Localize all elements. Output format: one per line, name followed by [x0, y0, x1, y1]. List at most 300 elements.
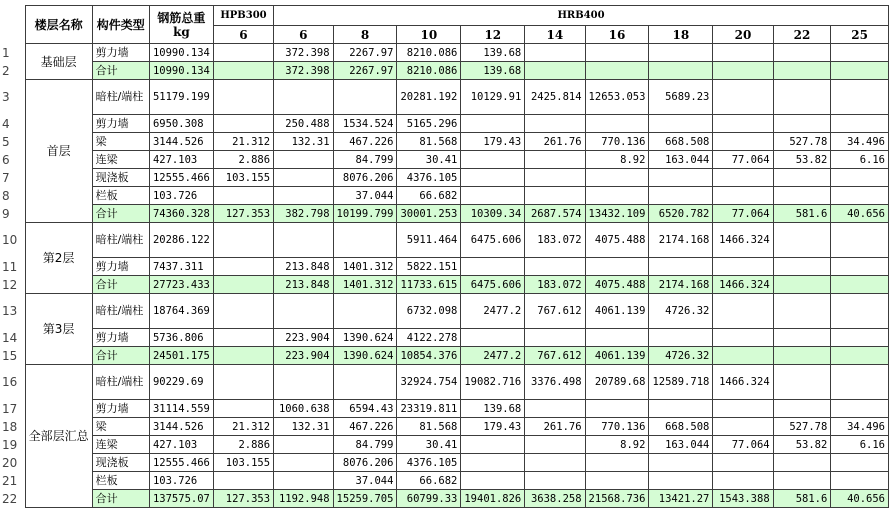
weight-value-cell[interactable]: 77.064 [713, 436, 773, 454]
weight-value-cell[interactable] [274, 223, 333, 258]
weight-value-cell[interactable]: 1060.638 [274, 400, 333, 418]
weight-value-cell[interactable]: 34.496 [831, 133, 889, 151]
component-type-cell[interactable]: 梁 [92, 133, 149, 151]
weight-value-cell[interactable] [649, 62, 713, 80]
weight-value-cell[interactable] [585, 62, 649, 80]
weight-value-cell[interactable]: 139.68 [461, 44, 525, 62]
weight-value-cell[interactable] [525, 169, 585, 187]
weight-value-cell[interactable] [525, 329, 585, 347]
weight-value-cell[interactable]: 19082.716 [461, 365, 525, 400]
weight-value-cell[interactable]: 1401.312 [333, 258, 397, 276]
weight-value-cell[interactable]: 30.41 [397, 436, 461, 454]
weight-value-cell[interactable] [773, 115, 831, 133]
weight-value-cell[interactable]: 467.226 [333, 418, 397, 436]
component-type-cell[interactable]: 暗柱/端柱 [92, 294, 149, 329]
weight-value-cell[interactable] [461, 169, 525, 187]
weight-value-cell[interactable] [773, 258, 831, 276]
weight-value-cell[interactable] [831, 187, 889, 205]
weight-value-cell[interactable] [713, 347, 773, 365]
weight-value-cell[interactable] [649, 400, 713, 418]
weight-value-cell[interactable]: 10129.91 [461, 80, 525, 115]
weight-value-cell[interactable] [713, 454, 773, 472]
weight-value-cell[interactable] [213, 44, 273, 62]
weight-value-cell[interactable]: 163.044 [649, 436, 713, 454]
header-total-weight[interactable]: 钢筋总重kg [149, 6, 213, 44]
header-diameter[interactable]: 25 [831, 26, 889, 44]
total-weight-cell[interactable]: 10990.134 [149, 44, 213, 62]
weight-value-cell[interactable] [713, 400, 773, 418]
header-diameter[interactable]: 16 [585, 26, 649, 44]
weight-value-cell[interactable]: 4061.139 [585, 294, 649, 329]
weight-value-cell[interactable]: 5689.23 [649, 80, 713, 115]
component-type-cell[interactable]: 连梁 [92, 436, 149, 454]
weight-value-cell[interactable]: 2.886 [213, 436, 273, 454]
weight-value-cell[interactable]: 66.682 [397, 472, 461, 490]
row-number[interactable]: 18 [0, 418, 25, 436]
header-hpb300[interactable]: HPB300 [213, 6, 273, 26]
weight-value-cell[interactable]: 132.31 [274, 133, 333, 151]
row-number[interactable]: 12 [0, 276, 25, 294]
weight-value-cell[interactable]: 223.904 [274, 347, 333, 365]
weight-value-cell[interactable]: 139.68 [461, 400, 525, 418]
component-type-cell[interactable]: 剪力墙 [92, 258, 149, 276]
floor-name-cell[interactable]: 第2层 [25, 223, 92, 294]
weight-value-cell[interactable]: 6.16 [831, 436, 889, 454]
weight-value-cell[interactable] [773, 276, 831, 294]
weight-value-cell[interactable] [585, 454, 649, 472]
weight-value-cell[interactable]: 30001.253 [397, 205, 461, 223]
weight-value-cell[interactable]: 4122.278 [397, 329, 461, 347]
header-diameter[interactable]: 6 [274, 26, 333, 44]
weight-value-cell[interactable] [649, 258, 713, 276]
weight-value-cell[interactable] [831, 294, 889, 329]
weight-value-cell[interactable] [525, 472, 585, 490]
weight-value-cell[interactable]: 183.072 [525, 223, 585, 258]
floor-name-cell[interactable]: 首层 [25, 80, 92, 223]
row-number[interactable]: 2 [0, 62, 25, 80]
weight-value-cell[interactable]: 1192.948 [274, 490, 333, 508]
weight-value-cell[interactable] [274, 472, 333, 490]
row-number[interactable]: 8 [0, 187, 25, 205]
weight-value-cell[interactable] [713, 44, 773, 62]
weight-value-cell[interactable]: 213.848 [274, 258, 333, 276]
weight-value-cell[interactable] [649, 329, 713, 347]
weight-value-cell[interactable]: 581.6 [773, 205, 831, 223]
weight-value-cell[interactable] [213, 347, 273, 365]
weight-value-cell[interactable]: 23319.811 [397, 400, 461, 418]
weight-value-cell[interactable] [831, 400, 889, 418]
weight-value-cell[interactable] [585, 258, 649, 276]
weight-value-cell[interactable]: 2174.168 [649, 276, 713, 294]
weight-value-cell[interactable]: 372.398 [274, 44, 333, 62]
weight-value-cell[interactable] [525, 44, 585, 62]
weight-value-cell[interactable]: 770.136 [585, 133, 649, 151]
total-weight-cell[interactable]: 27723.433 [149, 276, 213, 294]
weight-value-cell[interactable] [773, 187, 831, 205]
component-type-cell[interactable]: 梁 [92, 418, 149, 436]
weight-value-cell[interactable] [773, 62, 831, 80]
weight-value-cell[interactable]: 13421.27 [649, 490, 713, 508]
component-type-cell[interactable]: 栏板 [92, 187, 149, 205]
weight-value-cell[interactable] [274, 454, 333, 472]
total-weight-cell[interactable]: 24501.175 [149, 347, 213, 365]
weight-value-cell[interactable]: 2687.574 [525, 205, 585, 223]
weight-value-cell[interactable] [585, 115, 649, 133]
weight-value-cell[interactable] [773, 365, 831, 400]
weight-value-cell[interactable] [525, 436, 585, 454]
weight-value-cell[interactable] [333, 365, 397, 400]
total-weight-cell[interactable]: 103.726 [149, 187, 213, 205]
weight-value-cell[interactable] [461, 258, 525, 276]
weight-value-cell[interactable]: 30.41 [397, 151, 461, 169]
floor-name-cell[interactable]: 第3层 [25, 294, 92, 365]
weight-value-cell[interactable]: 53.82 [773, 151, 831, 169]
weight-value-cell[interactable] [333, 80, 397, 115]
component-type-cell[interactable]: 栏板 [92, 472, 149, 490]
weight-value-cell[interactable]: 4061.139 [585, 347, 649, 365]
weight-value-cell[interactable]: 8.92 [585, 151, 649, 169]
weight-value-cell[interactable] [461, 454, 525, 472]
weight-value-cell[interactable]: 40.656 [831, 490, 889, 508]
weight-value-cell[interactable]: 21.312 [213, 418, 273, 436]
weight-value-cell[interactable]: 5911.464 [397, 223, 461, 258]
weight-value-cell[interactable] [649, 44, 713, 62]
weight-value-cell[interactable]: 2477.2 [461, 347, 525, 365]
total-weight-cell[interactable]: 51179.199 [149, 80, 213, 115]
weight-value-cell[interactable] [213, 472, 273, 490]
weight-value-cell[interactable] [713, 294, 773, 329]
weight-value-cell[interactable]: 4376.105 [397, 169, 461, 187]
weight-value-cell[interactable] [713, 80, 773, 115]
weight-value-cell[interactable]: 767.612 [525, 294, 585, 329]
total-weight-cell[interactable]: 103.726 [149, 472, 213, 490]
weight-value-cell[interactable]: 1466.324 [713, 276, 773, 294]
row-number[interactable]: 13 [0, 294, 25, 329]
weight-value-cell[interactable] [213, 223, 273, 258]
weight-value-cell[interactable]: 53.82 [773, 436, 831, 454]
header-floor-name[interactable]: 楼层名称 [25, 6, 92, 44]
weight-value-cell[interactable]: 12653.053 [585, 80, 649, 115]
total-weight-cell[interactable]: 20286.122 [149, 223, 213, 258]
weight-value-cell[interactable] [213, 400, 273, 418]
weight-value-cell[interactable]: 32924.754 [397, 365, 461, 400]
weight-value-cell[interactable] [585, 44, 649, 62]
weight-value-cell[interactable]: 34.496 [831, 418, 889, 436]
weight-value-cell[interactable] [274, 187, 333, 205]
weight-value-cell[interactable] [213, 187, 273, 205]
weight-value-cell[interactable] [461, 472, 525, 490]
weight-value-cell[interactable] [831, 258, 889, 276]
weight-value-cell[interactable]: 4726.32 [649, 294, 713, 329]
weight-value-cell[interactable]: 1401.312 [333, 276, 397, 294]
weight-value-cell[interactable]: 127.353 [213, 490, 273, 508]
header-diameter[interactable]: 14 [525, 26, 585, 44]
weight-value-cell[interactable]: 2.886 [213, 151, 273, 169]
weight-value-cell[interactable] [773, 294, 831, 329]
weight-value-cell[interactable]: 84.799 [333, 151, 397, 169]
row-number[interactable]: 19 [0, 436, 25, 454]
total-weight-cell[interactable]: 18764.369 [149, 294, 213, 329]
row-number[interactable]: 4 [0, 115, 25, 133]
weight-value-cell[interactable]: 163.044 [649, 151, 713, 169]
weight-value-cell[interactable] [525, 258, 585, 276]
weight-value-cell[interactable]: 37.044 [333, 187, 397, 205]
total-weight-cell[interactable]: 6950.308 [149, 115, 213, 133]
weight-value-cell[interactable]: 8210.086 [397, 44, 461, 62]
weight-value-cell[interactable]: 6475.606 [461, 276, 525, 294]
weight-value-cell[interactable]: 5822.151 [397, 258, 461, 276]
weight-value-cell[interactable] [525, 115, 585, 133]
component-type-cell[interactable]: 合计 [92, 62, 149, 80]
component-type-cell[interactable]: 剪力墙 [92, 400, 149, 418]
row-number[interactable]: 1 [0, 44, 25, 62]
weight-value-cell[interactable]: 8076.206 [333, 454, 397, 472]
component-type-cell[interactable]: 现浇板 [92, 454, 149, 472]
weight-value-cell[interactable]: 84.799 [333, 436, 397, 454]
weight-value-cell[interactable] [773, 329, 831, 347]
component-type-cell[interactable]: 连梁 [92, 151, 149, 169]
component-type-cell[interactable]: 暗柱/端柱 [92, 80, 149, 115]
weight-value-cell[interactable] [713, 418, 773, 436]
weight-value-cell[interactable] [773, 454, 831, 472]
weight-value-cell[interactable]: 20789.68 [585, 365, 649, 400]
weight-value-cell[interactable] [461, 436, 525, 454]
weight-value-cell[interactable] [713, 133, 773, 151]
header-diameter[interactable]: 6 [213, 26, 273, 44]
weight-value-cell[interactable] [585, 187, 649, 205]
weight-value-cell[interactable] [274, 169, 333, 187]
row-number[interactable]: 5 [0, 133, 25, 151]
weight-value-cell[interactable] [274, 294, 333, 329]
weight-value-cell[interactable]: 223.904 [274, 329, 333, 347]
total-weight-cell[interactable]: 427.103 [149, 436, 213, 454]
weight-value-cell[interactable]: 2174.168 [649, 223, 713, 258]
weight-value-cell[interactable] [461, 329, 525, 347]
weight-value-cell[interactable] [831, 115, 889, 133]
weight-value-cell[interactable] [831, 276, 889, 294]
weight-value-cell[interactable]: 6594.43 [333, 400, 397, 418]
weight-value-cell[interactable]: 2477.2 [461, 294, 525, 329]
weight-value-cell[interactable] [649, 454, 713, 472]
weight-value-cell[interactable]: 11733.615 [397, 276, 461, 294]
header-diameter[interactable]: 18 [649, 26, 713, 44]
weight-value-cell[interactable] [213, 294, 273, 329]
weight-value-cell[interactable]: 132.31 [274, 418, 333, 436]
weight-value-cell[interactable]: 1543.388 [713, 490, 773, 508]
header-diameter[interactable]: 8 [333, 26, 397, 44]
weight-value-cell[interactable] [773, 347, 831, 365]
weight-value-cell[interactable] [525, 151, 585, 169]
row-number[interactable]: 6 [0, 151, 25, 169]
row-number[interactable]: 10 [0, 223, 25, 258]
weight-value-cell[interactable]: 770.136 [585, 418, 649, 436]
weight-value-cell[interactable]: 77.064 [713, 151, 773, 169]
weight-value-cell[interactable] [831, 454, 889, 472]
weight-value-cell[interactable]: 5165.296 [397, 115, 461, 133]
row-number[interactable]: 17 [0, 400, 25, 418]
header-component-type[interactable]: 构件类型 [92, 6, 149, 44]
row-number[interactable]: 22 [0, 490, 25, 508]
weight-value-cell[interactable]: 3376.498 [525, 365, 585, 400]
weight-value-cell[interactable]: 767.612 [525, 347, 585, 365]
weight-value-cell[interactable] [773, 472, 831, 490]
row-number[interactable]: 14 [0, 329, 25, 347]
weight-value-cell[interactable]: 179.43 [461, 133, 525, 151]
weight-value-cell[interactable] [713, 115, 773, 133]
total-weight-cell[interactable]: 90229.69 [149, 365, 213, 400]
weight-value-cell[interactable]: 2267.97 [333, 44, 397, 62]
weight-value-cell[interactable]: 19401.826 [461, 490, 525, 508]
weight-value-cell[interactable] [274, 436, 333, 454]
weight-value-cell[interactable]: 4075.488 [585, 276, 649, 294]
weight-value-cell[interactable]: 21.312 [213, 133, 273, 151]
total-weight-cell[interactable]: 74360.328 [149, 205, 213, 223]
weight-value-cell[interactable]: 2267.97 [333, 62, 397, 80]
weight-value-cell[interactable]: 1466.324 [713, 223, 773, 258]
weight-value-cell[interactable] [649, 187, 713, 205]
weight-value-cell[interactable]: 8210.086 [397, 62, 461, 80]
weight-value-cell[interactable]: 250.488 [274, 115, 333, 133]
weight-value-cell[interactable]: 21568.736 [585, 490, 649, 508]
weight-value-cell[interactable]: 1534.524 [333, 115, 397, 133]
total-weight-cell[interactable]: 427.103 [149, 151, 213, 169]
weight-value-cell[interactable]: 66.682 [397, 187, 461, 205]
weight-value-cell[interactable]: 10854.376 [397, 347, 461, 365]
weight-value-cell[interactable]: 3638.258 [525, 490, 585, 508]
weight-value-cell[interactable]: 40.656 [831, 205, 889, 223]
weight-value-cell[interactable] [831, 347, 889, 365]
total-weight-cell[interactable]: 10990.134 [149, 62, 213, 80]
row-number[interactable]: 15 [0, 347, 25, 365]
total-weight-cell[interactable]: 137575.07 [149, 490, 213, 508]
weight-value-cell[interactable] [461, 187, 525, 205]
weight-value-cell[interactable] [713, 187, 773, 205]
weight-value-cell[interactable] [274, 80, 333, 115]
weight-value-cell[interactable] [585, 400, 649, 418]
weight-value-cell[interactable] [773, 44, 831, 62]
weight-value-cell[interactable] [585, 169, 649, 187]
weight-value-cell[interactable] [831, 169, 889, 187]
weight-value-cell[interactable]: 4376.105 [397, 454, 461, 472]
weight-value-cell[interactable]: 527.78 [773, 133, 831, 151]
weight-value-cell[interactable] [213, 276, 273, 294]
component-type-cell[interactable]: 剪力墙 [92, 329, 149, 347]
weight-value-cell[interactable] [713, 258, 773, 276]
weight-value-cell[interactable] [213, 258, 273, 276]
weight-value-cell[interactable]: 668.508 [649, 133, 713, 151]
weight-value-cell[interactable] [831, 472, 889, 490]
weight-value-cell[interactable]: 2425.814 [525, 80, 585, 115]
weight-value-cell[interactable] [773, 169, 831, 187]
component-type-cell[interactable]: 剪力墙 [92, 115, 149, 133]
header-diameter[interactable]: 22 [773, 26, 831, 44]
weight-value-cell[interactable]: 20281.192 [397, 80, 461, 115]
weight-value-cell[interactable] [525, 187, 585, 205]
weight-value-cell[interactable] [649, 115, 713, 133]
weight-value-cell[interactable] [333, 223, 397, 258]
weight-value-cell[interactable]: 127.353 [213, 205, 273, 223]
weight-value-cell[interactable]: 139.68 [461, 62, 525, 80]
weight-value-cell[interactable] [585, 472, 649, 490]
weight-value-cell[interactable] [525, 62, 585, 80]
weight-value-cell[interactable]: 81.568 [397, 133, 461, 151]
weight-value-cell[interactable]: 179.43 [461, 418, 525, 436]
weight-value-cell[interactable]: 261.76 [525, 133, 585, 151]
header-diameter[interactable]: 20 [713, 26, 773, 44]
weight-value-cell[interactable] [461, 115, 525, 133]
weight-value-cell[interactable]: 1390.624 [333, 329, 397, 347]
weight-value-cell[interactable] [525, 400, 585, 418]
row-number[interactable]: 7 [0, 169, 25, 187]
total-weight-cell[interactable]: 7437.311 [149, 258, 213, 276]
weight-value-cell[interactable] [333, 294, 397, 329]
weight-value-cell[interactable] [525, 454, 585, 472]
weight-value-cell[interactable] [274, 151, 333, 169]
weight-value-cell[interactable]: 527.78 [773, 418, 831, 436]
row-number[interactable]: 9 [0, 205, 25, 223]
weight-value-cell[interactable]: 10199.799 [333, 205, 397, 223]
component-type-cell[interactable]: 剪力墙 [92, 44, 149, 62]
weight-value-cell[interactable] [713, 62, 773, 80]
weight-value-cell[interactable]: 103.155 [213, 454, 273, 472]
component-type-cell[interactable]: 合计 [92, 205, 149, 223]
total-weight-cell[interactable]: 31114.559 [149, 400, 213, 418]
weight-value-cell[interactable]: 37.044 [333, 472, 397, 490]
weight-value-cell[interactable]: 372.398 [274, 62, 333, 80]
total-weight-cell[interactable]: 5736.806 [149, 329, 213, 347]
weight-value-cell[interactable] [773, 223, 831, 258]
weight-value-cell[interactable] [461, 151, 525, 169]
weight-value-cell[interactable] [649, 472, 713, 490]
weight-value-cell[interactable] [585, 329, 649, 347]
weight-value-cell[interactable] [213, 329, 273, 347]
header-diameter[interactable]: 10 [397, 26, 461, 44]
component-type-cell[interactable]: 现浇板 [92, 169, 149, 187]
total-weight-cell[interactable]: 3144.526 [149, 133, 213, 151]
weight-value-cell[interactable]: 4075.488 [585, 223, 649, 258]
header-diameter[interactable]: 12 [461, 26, 525, 44]
row-number[interactable]: 21 [0, 472, 25, 490]
weight-value-cell[interactable]: 213.848 [274, 276, 333, 294]
weight-value-cell[interactable] [831, 329, 889, 347]
weight-value-cell[interactable]: 668.508 [649, 418, 713, 436]
weight-value-cell[interactable] [213, 115, 273, 133]
weight-value-cell[interactable] [831, 365, 889, 400]
weight-value-cell[interactable] [213, 80, 273, 115]
component-type-cell[interactable]: 合计 [92, 490, 149, 508]
weight-value-cell[interactable]: 183.072 [525, 276, 585, 294]
weight-value-cell[interactable] [831, 44, 889, 62]
weight-value-cell[interactable]: 467.226 [333, 133, 397, 151]
weight-value-cell[interactable]: 60799.33 [397, 490, 461, 508]
weight-value-cell[interactable]: 382.798 [274, 205, 333, 223]
weight-value-cell[interactable]: 1466.324 [713, 365, 773, 400]
component-type-cell[interactable]: 合计 [92, 276, 149, 294]
total-weight-cell[interactable]: 12555.466 [149, 454, 213, 472]
weight-value-cell[interactable] [831, 80, 889, 115]
row-number[interactable]: 20 [0, 454, 25, 472]
weight-value-cell[interactable]: 1390.624 [333, 347, 397, 365]
total-weight-cell[interactable]: 3144.526 [149, 418, 213, 436]
weight-value-cell[interactable] [274, 365, 333, 400]
row-number[interactable]: 16 [0, 365, 25, 400]
weight-value-cell[interactable] [773, 400, 831, 418]
weight-value-cell[interactable] [713, 472, 773, 490]
weight-value-cell[interactable]: 10309.34 [461, 205, 525, 223]
weight-value-cell[interactable]: 6520.782 [649, 205, 713, 223]
component-type-cell[interactable]: 合计 [92, 347, 149, 365]
weight-value-cell[interactable] [213, 365, 273, 400]
